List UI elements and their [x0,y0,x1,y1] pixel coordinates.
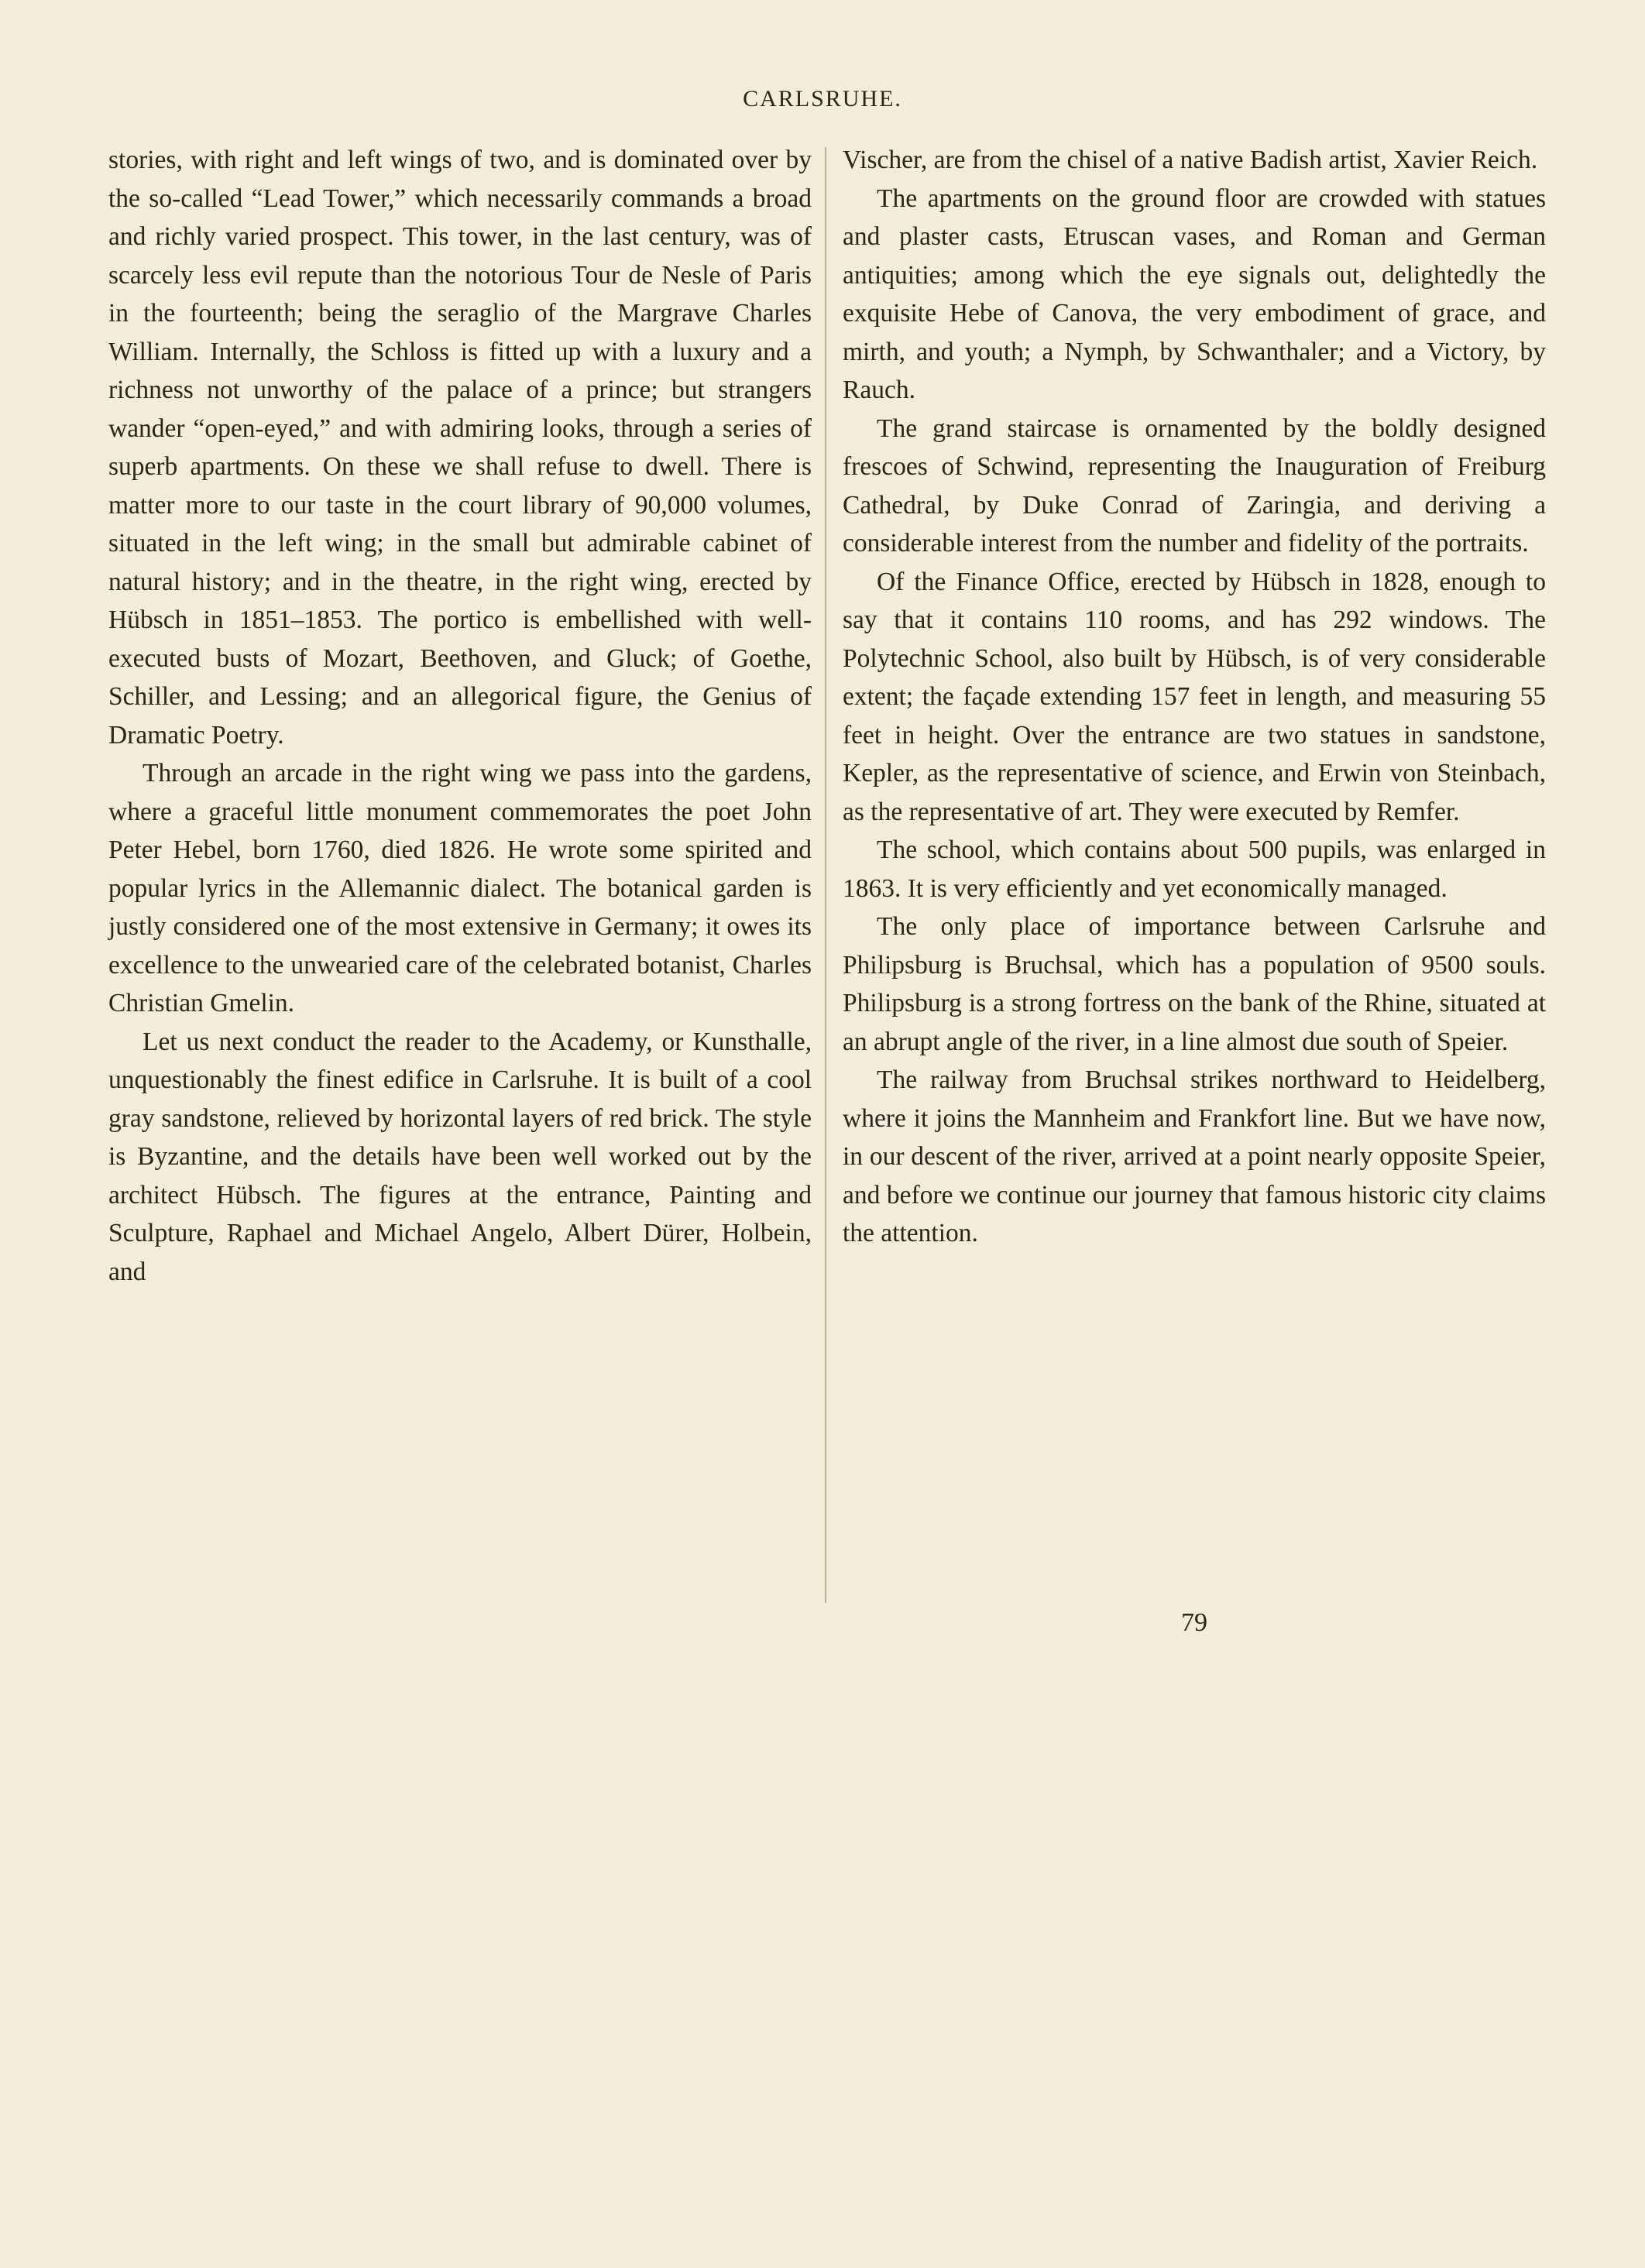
paragraph: Of the Finance Office, erected by Hübsch in 1828, enough to say that it contains 110 rooms, and has 292 windows. The Polytechnic School, also built by Hübsch, is of very considerable extent; the façade extending 157 feet in length, and measuring 55 feet in height. Over the entrance are two statues in sandstone, Kepler, as the representative of science, and Erwin von Steinbach, as the representative of art. They were executed by Remfer. [843,567,1546,826]
paragraph: Vischer, are from the chisel of a native Badish artist, Xavier Reich. [843,146,1538,174]
running-head: CARLSRUHE. [743,86,902,112]
page-number: 79 [1181,1608,1207,1637]
column-divider [825,147,826,1603]
paragraph: The apartments on the ground floor are crowded with statues and plaster casts, Etruscan vases, and Roman and German antiquities; among which the eye signals out, delightedly the exquisite Hebe of Canova, the very embodiment of grace, and mirth, and youth; a Nymph, by Schwanthaler; and a Victory, by Rauch. [843,184,1546,404]
paragraph: The only place of importance between Carlsruhe and Philipsburg is Bruchsal, which has a population of 9500 souls. Philipsburg is a strong fortress on the bank of the Rhine, situated at an abrupt angle of the river, in a line almost due south of Speier. [843,912,1546,1056]
left-column [108,141,812,1291]
paragraph: Through an arcade in the right wing we pass into the gardens, where a graceful little monument commemorates the poet John Peter Hebel, born 1760, died 1826. He wrote some spirited and popular lyrics in the Allemannic dialect. The botanical garden is justly considered one of the most extensive in Germany; it owes its excellence to the unwearied care of the celebrated botanist, Charles Christian Gmelin. [108,759,812,1017]
paragraph: The school, which contains about 500 pupils, was enlarged in 1863. It is very efficiently and yet economically managed. [843,835,1546,903]
paragraph: The railway from Bruchsal strikes northward to Heidelberg, where it joins the Mannheim and Frankfort line. But we have now, in our descent of the river, arrived at a point nearly opposite Speier, and before we continue our journey that famous historic city claims the attention. [843,1065,1546,1247]
paragraph: stories, with right and left wings of two, and is dominated over by the so-called “Lead Tower,” which necessarily commands a broad and richly varied prospect. This tower, in the last century, was of scarcely less evil repute than the notorious Tour de Nesle of Paris in the fourteenth; being the seraglio of the Margrave Charles William. Internally, the Schloss is fitted up with a luxury and a richness not unworthy of the palace of a prince; but strangers wander “open-eyed,” and with admiring looks, through a series of superb apartments. On these we shall refuse to dwell. There is matter more to our taste in the court library of 90,000 volumes, situated in the left wing; in the small but admirable cabinet of natural history; and in the theatre, in the right wing, erected by Hübsch in 1851–1853. The portico is embellished with well-executed busts of Mozart, Beethoven, and Gluck; of Goethe, Schiller, and Lessing; and an allegorical figure, the Genius of Dramatic Poetry. [108,146,812,750]
paragraph: The grand staircase is ornamented by the boldly designed frescoes of Schwind, representing the Inauguration of Freiburg Cathedral, by Duke Conrad of Zaringia, and deriving a considerable interest from the number and fidelity of the portraits. [843,413,1546,558]
right-column [843,141,1546,1253]
paragraph: Let us next conduct the reader to the Academy, or Kunsthalle, unquestionably the finest edifice in Carlsruhe. It is built of a cool gray sandstone, relieved by horizontal layers of red brick. The style is Byzantine, and the details have been well worked out by the architect Hübsch. The figures at the entrance, Painting and Sculpture, Raphael and Michael Angelo, Albert Dürer, Holbein, and [108,1027,812,1286]
